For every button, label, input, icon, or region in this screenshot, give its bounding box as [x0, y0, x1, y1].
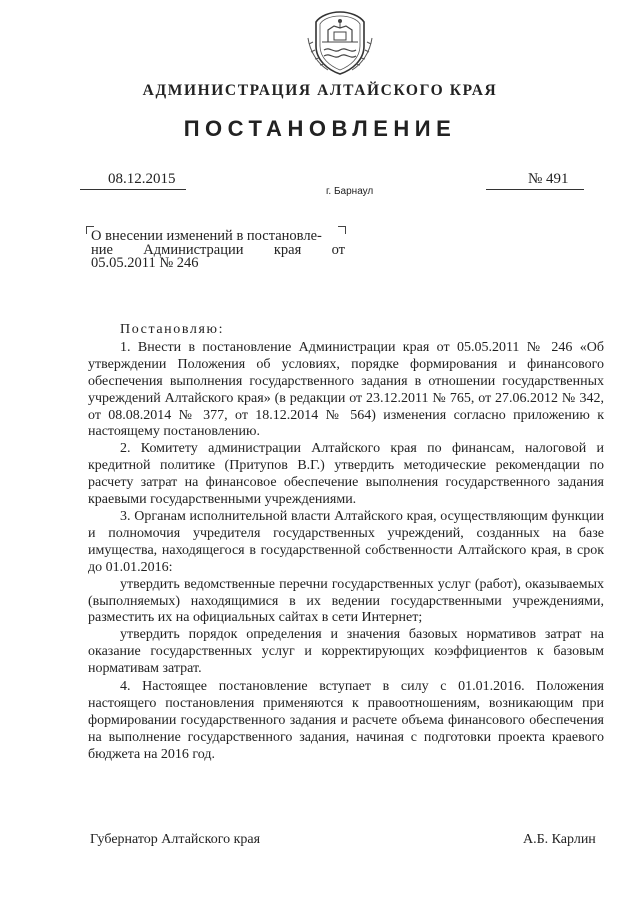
signatory-name: А.Б. Карлин	[523, 832, 596, 847]
document-subject	[91, 230, 345, 271]
number-underline	[486, 189, 584, 190]
document-number: № 491	[528, 171, 569, 187]
paragraph-2: 2. Комитету администрации Алтайского края по финансам, налоговой и кредитной политике (Притупов В.Г.) утвердить методические рекомендации по расчету затрат на финансовое обеспечение выполнения государственного задания краевыми государственными учреждениями.	[88, 441, 604, 508]
subject-line: 05.05.2011 № 246	[91, 255, 199, 271]
paragraph-4: 4. Настоящее постановление вступает в силу с 01.01.2016. Положения настоящего постановления применяются к правоотношениям, возникающим при формировании государственного задания и расчете объема финансового обеспечения на выполнение государственного задания, начиная с подготовки проекта краевого бюджета на 2016 год.	[88, 679, 604, 762]
subitem-1: утвердить ведомственные перечни государственных услуг (работ), оказываемых (выполняемых) находящимися в их ведении государственными учреждениями, разместить их на официальных сайтах в сети Интернет;	[88, 576, 604, 626]
document-date: 08.12.2015	[108, 171, 176, 187]
date-underline	[80, 189, 186, 190]
subitem-2: утвердить порядок определения и значения базовых нормативов затрат на оказание государственных услуг и корректирующих коэффициентов к базовым нормативам затрат.	[88, 627, 604, 677]
preamble: Постановляю:	[120, 322, 225, 337]
subject-line: ние Администрации края от	[91, 241, 345, 258]
signatory-position: Губернатор Алтайского края	[90, 832, 261, 847]
coat-of-arms-icon	[304, 8, 376, 76]
document-type-title: ПОСТАНОВЛЕНИЕ	[183, 116, 457, 141]
city-label: г. Барнаул	[326, 186, 374, 197]
paragraph-3: 3. Органам исполнительной власти Алтайского края, осуществляющим функции и полномочия учредителя государственных учреждений, созданных на базе имущества, находящегося в государственной собственности Алтайского края, в срок до 01.01.2016:	[88, 508, 604, 575]
paragraph-1: 1. Внести в постановление Администрации края от 05.05.2011 № 246 «Об утверждении Положения об условиях, порядке формирования и финансового обеспечения выполнения государственного задания в отношении государственных учреждений Алтайского края» (в редакции от 23.12.2011 № 765, от 27.06.2012 № 342, от 08.08.2014 № 377, от 18.12.2014 № 564) изменения согласно приложению к настоящему постановлению.	[88, 339, 604, 440]
subject-line: О внесении изменений в постановле-	[91, 228, 322, 244]
organization-title: АДМИНИСТРАЦИЯ АЛТАЙСКОГО КРАЯ	[142, 82, 498, 99]
document-body	[88, 322, 604, 764]
